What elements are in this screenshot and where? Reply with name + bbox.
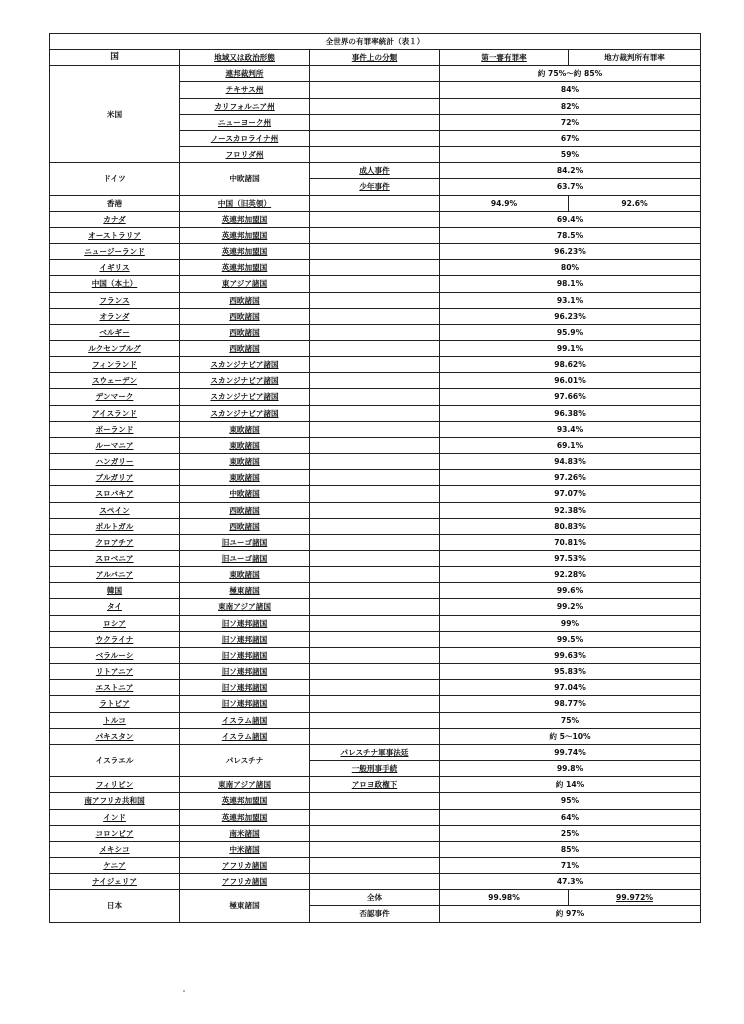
category-cell (310, 454, 440, 470)
region-cell: ノースカロライナ州 (180, 130, 310, 146)
region-cell: 旧ソ連邦諸国 (180, 664, 310, 680)
category-cell (310, 874, 440, 890)
category-cell (310, 841, 440, 857)
category-cell (310, 728, 440, 744)
rate-cell: 97.66% (440, 389, 701, 405)
country-cell: 日本 (50, 890, 180, 922)
country-cell: クロアチア (50, 534, 180, 550)
header-region: 地域又は政治形態 (180, 50, 310, 66)
category-cell (310, 260, 440, 276)
first-instance-rate-cell: 94.9% (440, 195, 569, 211)
region-cell: 英連邦加盟国 (180, 809, 310, 825)
region-cell: 西欧諸国 (180, 518, 310, 534)
rate-cell: 99.6% (440, 583, 701, 599)
table-row (50, 680, 701, 696)
country-cell: パキスタン (50, 728, 180, 744)
country-cell: 南アフリカ共和国 (50, 793, 180, 809)
country-cell: ロシア (50, 615, 180, 631)
rate-cell: 96.23% (440, 244, 701, 260)
rate-cell: 99.1% (440, 340, 701, 356)
rate-cell: 72% (440, 114, 701, 130)
region-cell: 東欧諸国 (180, 454, 310, 470)
category-cell (310, 211, 440, 227)
country-cell: ブルガリア (50, 470, 180, 486)
table-row (50, 276, 701, 292)
country-cell: ラトビア (50, 696, 180, 712)
rate-cell: 67% (440, 130, 701, 146)
table-row (50, 389, 701, 405)
country-cell: メキシコ (50, 841, 180, 857)
rate-cell: 69.4% (440, 211, 701, 227)
region-cell: 旧ソ連邦諸国 (180, 615, 310, 631)
table-row (50, 454, 701, 470)
region-cell: イスラム諸国 (180, 712, 310, 728)
rate-cell: 95% (440, 793, 701, 809)
rate-cell: 約 14% (440, 777, 701, 793)
rate-cell: 82% (440, 98, 701, 114)
country-cell: ポーランド (50, 421, 180, 437)
table-row (50, 583, 701, 599)
country-cell: オーストラリア (50, 227, 180, 243)
country-cell: タイ (50, 599, 180, 615)
category-cell (310, 567, 440, 583)
region-cell: カリフォルニア州 (180, 98, 310, 114)
country-cell: トルコ (50, 712, 180, 728)
category-cell (310, 551, 440, 567)
table-row (50, 744, 701, 760)
category-cell (310, 437, 440, 453)
country-cell: 韓国 (50, 583, 180, 599)
region-cell: 連邦裁判所 (180, 66, 310, 82)
category-cell: 一般刑事手続 (310, 761, 440, 777)
country-cell: ポルトガル (50, 518, 180, 534)
category-cell (310, 357, 440, 373)
rate-cell: 69.1% (440, 437, 701, 453)
category-cell (310, 324, 440, 340)
rate-cell: 25% (440, 825, 701, 841)
category-cell (310, 680, 440, 696)
country-cell: イスラエル (50, 744, 180, 776)
conviction-rate-table (49, 33, 701, 923)
table-row (50, 841, 701, 857)
category-cell (310, 276, 440, 292)
table-row (50, 664, 701, 680)
country-cell: ベラルーシ (50, 647, 180, 663)
region-cell: 東欧諸国 (180, 421, 310, 437)
rate-cell: 97.07% (440, 486, 701, 502)
category-cell: アロヨ政権下 (310, 777, 440, 793)
country-cell: ハンガリー (50, 454, 180, 470)
rate-cell: 97.26% (440, 470, 701, 486)
country-cell: アイスランド (50, 405, 180, 421)
category-cell (310, 793, 440, 809)
rate-cell: 92.28% (440, 567, 701, 583)
table-row (50, 712, 701, 728)
region-cell: アフリカ諸国 (180, 857, 310, 873)
rate-cell: 84.2% (440, 163, 701, 179)
country-cell: フランス (50, 292, 180, 308)
rate-cell: 96.01% (440, 373, 701, 389)
header-country: 国 (50, 50, 180, 66)
country-cell: フィリピン (50, 777, 180, 793)
region-cell: 西欧諸国 (180, 324, 310, 340)
table-row (50, 486, 701, 502)
region-cell: 旧ソ連邦諸国 (180, 631, 310, 647)
category-cell (310, 82, 440, 98)
country-cell: イギリス (50, 260, 180, 276)
table-row (50, 405, 701, 421)
header-category: 事件上の分類 (310, 50, 440, 66)
table-row (50, 357, 701, 373)
title-row (50, 34, 701, 50)
region-cell: 南米諸国 (180, 825, 310, 841)
region-cell: 東欧諸国 (180, 470, 310, 486)
region-cell: 極東諸国 (180, 583, 310, 599)
region-cell: 旧ユーゴ諸国 (180, 551, 310, 567)
region-cell: アフリカ諸国 (180, 874, 310, 890)
first-instance-rate-cell: 99.98% (440, 890, 569, 906)
country-cell: スウェーデン (50, 373, 180, 389)
country-cell: アルバニア (50, 567, 180, 583)
country-cell: 香港 (50, 195, 180, 211)
local-court-rate-cell: 92.6% (569, 195, 701, 211)
category-cell (310, 631, 440, 647)
rate-cell: 71% (440, 857, 701, 873)
table-row (50, 631, 701, 647)
category-cell: 少年事件 (310, 179, 440, 195)
table-row (50, 615, 701, 631)
country-cell: フィンランド (50, 357, 180, 373)
table-row (50, 793, 701, 809)
region-cell: 西欧諸国 (180, 502, 310, 518)
category-cell (310, 130, 440, 146)
country-cell: スペイン (50, 502, 180, 518)
table-row (50, 696, 701, 712)
table-row (50, 373, 701, 389)
table-row (50, 437, 701, 453)
local-court-rate-cell: 99.972% (569, 890, 701, 906)
rate-cell: 98.62% (440, 357, 701, 373)
category-cell (310, 615, 440, 631)
rate-cell: 63.7% (440, 179, 701, 195)
scan-speck (183, 990, 185, 992)
table-row (50, 421, 701, 437)
rate-cell: 97.53% (440, 551, 701, 567)
region-cell: イスラム諸国 (180, 728, 310, 744)
rate-cell: 75% (440, 712, 701, 728)
table-row (50, 518, 701, 534)
category-cell (310, 98, 440, 114)
region-cell: スカンジナビア諸国 (180, 389, 310, 405)
country-cell: エストニア (50, 680, 180, 696)
region-cell: 中欧諸国 (180, 163, 310, 195)
region-cell: 旧ソ連邦諸国 (180, 696, 310, 712)
rate-cell: 92.38% (440, 502, 701, 518)
table-row (50, 809, 701, 825)
table-row (50, 567, 701, 583)
rate-cell: 78.5% (440, 227, 701, 243)
category-cell (310, 114, 440, 130)
region-cell: 東欧諸国 (180, 567, 310, 583)
country-cell: ルクセンブルグ (50, 340, 180, 356)
table-row (50, 195, 701, 211)
rate-cell: 95.83% (440, 664, 701, 680)
rate-cell: 98.77% (440, 696, 701, 712)
category-cell: 否認事件 (310, 906, 440, 922)
region-cell: 西欧諸国 (180, 308, 310, 324)
rate-cell: 64% (440, 809, 701, 825)
region-cell: スカンジナビア諸国 (180, 357, 310, 373)
table-row (50, 890, 701, 906)
region-cell: 旧ソ連邦諸国 (180, 647, 310, 663)
region-cell: パレスチナ (180, 744, 310, 776)
category-cell: パレスチナ軍事法廷 (310, 744, 440, 760)
category-cell (310, 502, 440, 518)
region-cell: フロリダ州 (180, 147, 310, 163)
country-cell: コロンビア (50, 825, 180, 841)
rate-cell: 80.83% (440, 518, 701, 534)
region-cell: 極東諸国 (180, 890, 310, 922)
rate-cell: 96.38% (440, 405, 701, 421)
region-cell: 東欧諸国 (180, 437, 310, 453)
category-cell (310, 195, 440, 211)
category-cell (310, 809, 440, 825)
country-cell: ニュージーランド (50, 244, 180, 260)
region-cell: スカンジナビア諸国 (180, 405, 310, 421)
table-row (50, 227, 701, 243)
category-cell (310, 696, 440, 712)
header-row (50, 50, 701, 66)
table-row (50, 502, 701, 518)
rate-cell: 約 5～10% (440, 728, 701, 744)
region-cell: ニューヨーク州 (180, 114, 310, 130)
rate-cell: 93.1% (440, 292, 701, 308)
country-cell: ケニア (50, 857, 180, 873)
table-row (50, 534, 701, 550)
country-cell: ナイジェリア (50, 874, 180, 890)
category-cell (310, 373, 440, 389)
region-cell: 英連邦加盟国 (180, 260, 310, 276)
region-cell: 中米諸国 (180, 841, 310, 857)
table-row (50, 308, 701, 324)
table-row (50, 260, 701, 276)
category-cell (310, 147, 440, 163)
rate-cell: 85% (440, 841, 701, 857)
table-row (50, 324, 701, 340)
region-cell: 中欧諸国 (180, 486, 310, 502)
region-cell: 英連邦加盟国 (180, 211, 310, 227)
region-cell: 西欧諸国 (180, 292, 310, 308)
country-cell: オランダ (50, 308, 180, 324)
table-row (50, 874, 701, 890)
table-row (50, 777, 701, 793)
country-cell: カナダ (50, 211, 180, 227)
country-cell: 米国 (50, 66, 180, 163)
category-cell (310, 308, 440, 324)
category-cell (310, 857, 440, 873)
rate-cell: 99.8% (440, 761, 701, 777)
region-cell: 英連邦加盟国 (180, 227, 310, 243)
rate-cell: 93.4% (440, 421, 701, 437)
header-local-court: 地方裁判所有罪率 (569, 50, 701, 66)
country-cell: リトアニア (50, 664, 180, 680)
region-cell: 英連邦加盟国 (180, 244, 310, 260)
rate-cell: 約 75%～約 85% (440, 66, 701, 82)
category-cell (310, 340, 440, 356)
category-cell (310, 534, 440, 550)
rate-cell: 99.74% (440, 744, 701, 760)
table-row (50, 857, 701, 873)
region-cell: 西欧諸国 (180, 340, 310, 356)
category-cell: 全体 (310, 890, 440, 906)
country-cell: スロバキア (50, 486, 180, 502)
region-cell: スカンジナビア諸国 (180, 373, 310, 389)
table-row (50, 825, 701, 841)
table-title: 全世界の有罪率統計（表１） (50, 34, 701, 50)
category-cell (310, 825, 440, 841)
category-cell (310, 421, 440, 437)
category-cell (310, 712, 440, 728)
region-cell: 東南アジア諸国 (180, 599, 310, 615)
rate-cell: 99.63% (440, 647, 701, 663)
rate-cell: 95.9% (440, 324, 701, 340)
rate-cell: 94.83% (440, 454, 701, 470)
rate-cell: 99.2% (440, 599, 701, 615)
table-row (50, 244, 701, 260)
category-cell (310, 470, 440, 486)
category-cell (310, 405, 440, 421)
region-cell: 旧ユーゴ諸国 (180, 534, 310, 550)
table-row (50, 211, 701, 227)
rate-cell: 99% (440, 615, 701, 631)
table-row (50, 599, 701, 615)
category-cell (310, 389, 440, 405)
country-cell: ベルギー (50, 324, 180, 340)
category-cell (310, 292, 440, 308)
rate-cell: 80% (440, 260, 701, 276)
region-cell: 東南アジア諸国 (180, 777, 310, 793)
category-cell (310, 486, 440, 502)
table-row (50, 292, 701, 308)
category-cell (310, 518, 440, 534)
category-cell (310, 647, 440, 663)
region-cell: テキサス州 (180, 82, 310, 98)
header-first-instance: 第一審有罪率 (440, 50, 569, 66)
table-body (50, 34, 701, 923)
category-cell (310, 66, 440, 82)
table-row (50, 551, 701, 567)
table-row (50, 647, 701, 663)
rate-cell: 47.3% (440, 874, 701, 890)
region-cell: 英連邦加盟国 (180, 793, 310, 809)
rate-cell: 96.23% (440, 308, 701, 324)
table-row (50, 340, 701, 356)
region-cell: 東アジア諸国 (180, 276, 310, 292)
rate-cell: 98.1% (440, 276, 701, 292)
category-cell: 成人事件 (310, 163, 440, 179)
category-cell (310, 227, 440, 243)
region-cell: 旧ソ連邦諸国 (180, 680, 310, 696)
country-cell: インド (50, 809, 180, 825)
rate-cell: 59% (440, 147, 701, 163)
rate-cell: 70.81% (440, 534, 701, 550)
country-cell: ルーマニア (50, 437, 180, 453)
table-row (50, 728, 701, 744)
rate-cell: 約 97% (440, 906, 701, 922)
region-cell: 中国（旧英領） (180, 195, 310, 211)
category-cell (310, 664, 440, 680)
table-row (50, 470, 701, 486)
country-cell: 中国（本土） (50, 276, 180, 292)
country-cell: ウクライナ (50, 631, 180, 647)
rate-cell: 97.04% (440, 680, 701, 696)
category-cell (310, 599, 440, 615)
table-row (50, 163, 701, 179)
country-cell: ドイツ (50, 163, 180, 195)
country-cell: スロベニア (50, 551, 180, 567)
category-cell (310, 244, 440, 260)
rate-cell: 99.5% (440, 631, 701, 647)
country-cell: デンマーク (50, 389, 180, 405)
category-cell (310, 583, 440, 599)
table-row (50, 66, 701, 82)
rate-cell: 84% (440, 82, 701, 98)
